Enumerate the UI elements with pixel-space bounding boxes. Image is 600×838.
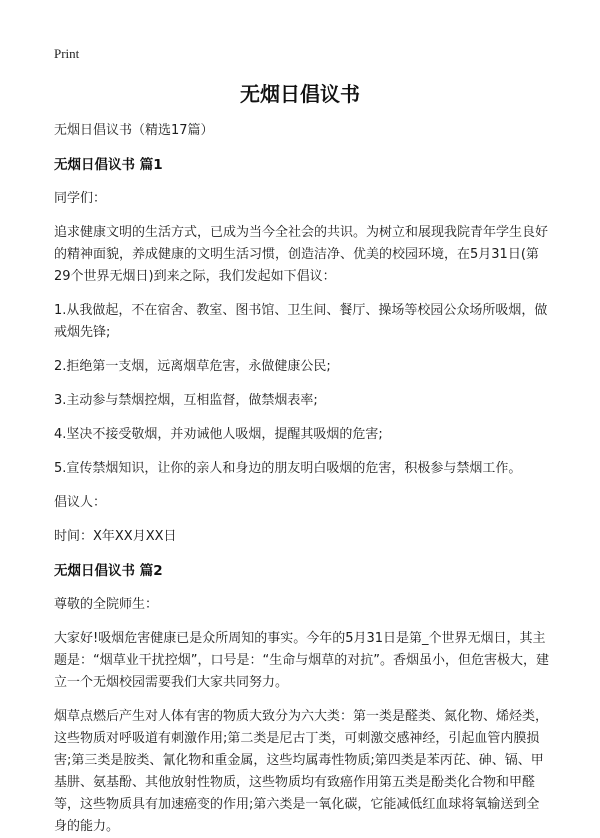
section-1-item: 4.坚决不接受敬烟，并劝诫他人吸烟，提醒其吸烟的危害;	[54, 427, 383, 442]
section-heading-2: 无烟日倡议书 篇2	[54, 563, 163, 579]
section-2-paragraph: 大家好!吸烟危害健康已是众所周知的事实。今年的5月31日是第_个世界无烟日，其主题是：“烟草业干扰控烟”，口号是：“生命与烟草的对抗”。香烟虽小，但危害极大，建立一个无烟校园需要我们大家共同努力。	[54, 631, 549, 690]
section-1-intro: 追求健康文明的生活方式，已成为当今全社会的共识。为树立和展现我院青年学生良好的精神面貌，养成健康的文明生活习惯，创造洁净、优美的校园环境，在5月31日(第29个世界无烟日)到来之际，我们发起如下倡议：	[54, 225, 549, 284]
section-1-greeting: 同学们：	[54, 191, 107, 206]
section-1-item: 2.拒绝第一支烟，远离烟草危害，永做健康公民;	[54, 359, 331, 374]
section-1-item: 1.从我做起，不在宿舍、教室、图书馆、卫生间、餐厅、操场等校园公众场所吸烟，做戒烟先锋;	[54, 303, 548, 340]
section-2-greeting: 尊敬的全院师生：	[54, 597, 159, 612]
page-title: 无烟日倡议书	[240, 82, 360, 106]
document-subtitle: 无烟日倡议书（精选17篇）	[54, 123, 214, 138]
print-link[interactable]: Print	[54, 46, 80, 61]
section-heading-1: 无烟日倡议书 篇1	[54, 157, 163, 173]
section-2-paragraph: 烟草点燃后产生对人体有害的物质大致分为六大类：第一类是醛类、氮化物、烯烃类，这些物质对呼吸道有刺激作用;第二类是尼古丁类，可刺激交感神经，引起血管内膜损害;第三类是胺类、氰化物和重金属，这些均属毒性物质;第四类是苯丙芘、砷、镉、甲基肼、氨基酚、其他放射性物质，这些物质均有致癌作用第五类是酚类化合物和甲醛等，这些物质具有加速癌变的作用;第六类是一氧化碳，它能减低红血球将氧输送到全身的能力。	[54, 709, 549, 834]
section-1-item: 5.宣传禁烟知识，让你的亲人和身边的朋友明白吸烟的危害，积极参与禁烟工作。	[54, 461, 522, 476]
section-1-time: 时间：X年XX月XX日	[54, 529, 177, 544]
document-body	[54, 120, 550, 838]
section-1-proposer: 倡议人：	[54, 495, 107, 510]
section-1-item: 3.主动参与禁烟控烟，互相监督，做禁烟表率;	[54, 393, 318, 408]
